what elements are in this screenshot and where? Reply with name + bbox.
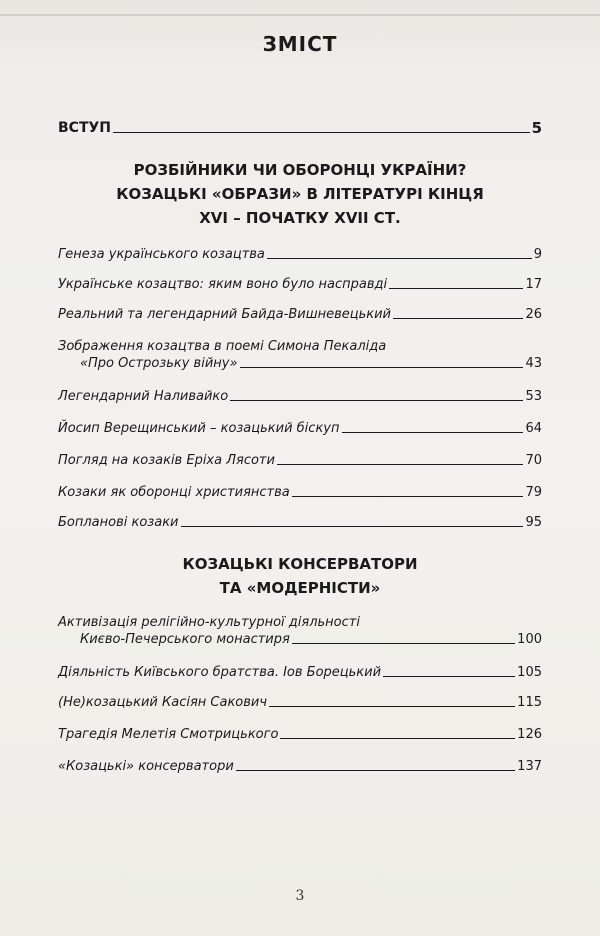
section-heading-line: XVI – ПОЧАТКУ XVII СТ. — [199, 209, 401, 227]
section-heading-1 — [100, 158, 500, 230]
toc-entry-page: 64 — [525, 421, 542, 436]
toc-entry-page: 137 — [517, 759, 542, 774]
section-heading-line: РОЗБІЙНИКИ ЧИ ОБОРОНЦІ УКРАЇНИ? — [133, 161, 467, 179]
toc-entry-title: Активізація релігійно-культурної діяльності — [58, 615, 360, 630]
toc-entry-page: 115 — [517, 695, 542, 710]
toc-entry[interactable] — [58, 338, 542, 372]
toc-entry[interactable] — [58, 726, 542, 743]
toc-entry-title: Діяльність Київського братства. Іов Борецький — [58, 665, 382, 680]
dot-leader — [292, 496, 524, 497]
toc-entry[interactable] — [58, 420, 542, 437]
toc-entry[interactable] — [58, 452, 542, 469]
toc-entry[interactable] — [58, 664, 542, 681]
toc-entry-title: Трагедія Мелетія Смотрицького — [58, 727, 279, 742]
toc-entry-title: Погляд на козаків Еріха Лясоти — [58, 453, 275, 468]
toc-entry-page: 9 — [533, 247, 542, 262]
toc-entry[interactable] — [58, 276, 542, 293]
dot-leader — [383, 676, 515, 677]
toc-title: ЗМІСТ — [262, 32, 338, 56]
toc-entry-title-cont: «Про Острозьку війну» — [80, 356, 238, 371]
dot-leader — [240, 367, 524, 368]
toc-entry-page: 53 — [525, 389, 542, 404]
toc-entry-title-cont: Києво-Печерського монастиря — [80, 632, 290, 647]
toc-entry-page: 70 — [525, 453, 542, 468]
toc-entry-title: Йосип Верещинський – козацький біскуп — [58, 421, 340, 436]
toc-entry-title: (Не)козацький Касіян Сакович — [58, 695, 268, 710]
toc-entry[interactable] — [58, 614, 542, 648]
page-number: 3 — [295, 888, 305, 904]
toc-entry-title: Українське козацтво: яким воно було насправді — [58, 277, 388, 292]
toc-entry-title: «Козацькі» консерватори — [58, 759, 234, 774]
toc-entry-intro[interactable] — [58, 120, 542, 137]
dot-leader — [267, 258, 532, 259]
dot-leader — [342, 432, 524, 433]
toc-entry-page: 79 — [525, 485, 542, 500]
toc-entry-page: 26 — [525, 307, 542, 322]
dot-leader — [280, 738, 515, 739]
dot-leader — [230, 400, 523, 401]
toc-entry[interactable] — [58, 694, 542, 711]
dot-leader — [292, 643, 515, 644]
toc-entry-page: 5 — [531, 119, 542, 137]
toc-entry-title: Легендарний Наливайко — [58, 389, 229, 404]
section-heading-line: КОЗАЦЬКІ «ОБРАЗИ» В ЛІТЕРАТУРІ КІНЦЯ — [116, 185, 484, 203]
toc-entry-page: 43 — [525, 356, 542, 371]
section-heading-line: КОЗАЦЬКІ КОНСЕРВАТОРИ — [182, 555, 418, 573]
toc-entry-page: 126 — [517, 727, 542, 742]
dot-leader — [113, 132, 530, 133]
toc-entry-page: 105 — [517, 665, 542, 680]
toc-entry-page: 17 — [525, 277, 542, 292]
toc-entry[interactable] — [58, 246, 542, 263]
toc-entry[interactable] — [58, 484, 542, 501]
section-heading-2 — [100, 552, 500, 600]
dot-leader — [393, 318, 523, 319]
toc-entry-title: Козаки як оборонці християнства — [58, 485, 290, 500]
dot-leader — [236, 770, 515, 771]
toc-entry[interactable] — [58, 514, 542, 531]
header-rule — [0, 14, 600, 16]
toc-entry-title: Реальний та легендарний Байда-Вишневецький — [58, 307, 392, 322]
dot-leader — [269, 706, 515, 707]
toc-entry-page: 95 — [525, 515, 542, 530]
toc-entry-title: Зображення козацтва в поемі Симона Пекаліда — [58, 339, 387, 354]
toc-entry-title: Бопланові козаки — [58, 515, 179, 530]
dot-leader — [389, 288, 523, 289]
dot-leader — [277, 464, 524, 465]
section-heading-line: ТА «МОДЕРНІСТИ» — [219, 579, 381, 597]
toc-entry[interactable] — [58, 758, 542, 775]
toc-entry-title: ВСТУП — [58, 120, 112, 136]
dot-leader — [181, 526, 524, 527]
toc-entry[interactable] — [58, 306, 542, 323]
toc-entry-title: Генеза українського козацтва — [58, 247, 265, 262]
toc-entry[interactable] — [58, 388, 542, 405]
toc-entry-page: 100 — [517, 632, 542, 647]
